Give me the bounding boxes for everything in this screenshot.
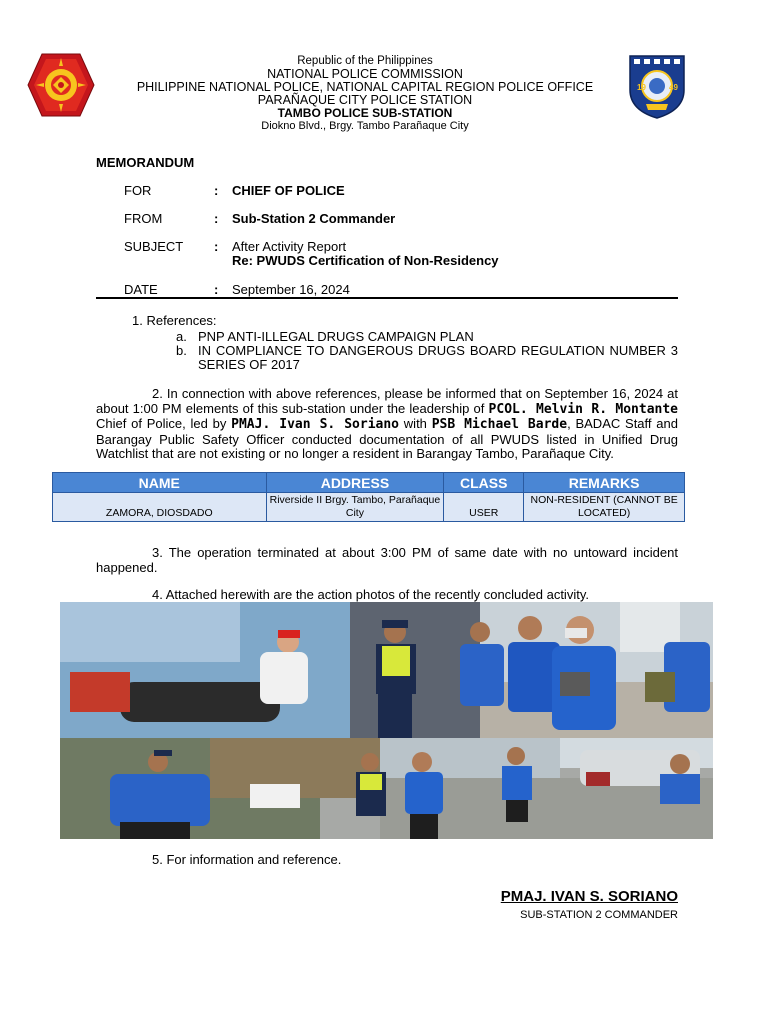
- badge-year-right: 49: [669, 83, 678, 92]
- paragraph-2-text-4: , BADAC Staff and Barangay Public Safety Officer conducted documentation of all PWUDS listed in Unified Drug Watchlist that are not existing or no longer a resident in Barangay Tambo, Parañaque City.: [96, 416, 678, 461]
- signatory-title: SUB-STATION 2 COMMANDER: [520, 909, 678, 921]
- paragraph-2-text-1: 2. In connection with above references, please be informed that on September 16, 2024 at about 1:00 PM elements of this sub-station under the leadership of: [96, 386, 678, 416]
- references-heading: 1. References:: [132, 313, 217, 328]
- action-photo-bottom: [60, 738, 713, 839]
- letterhead-line-5: TAMBO POLICE SUB-STATION: [277, 106, 453, 120]
- memo-divider: [96, 297, 678, 299]
- table-cell-address: Riverside II Brgy. Tambo, Parañaque City: [266, 493, 444, 522]
- letterhead-line-1: Republic of the Philippines: [297, 55, 433, 67]
- memo-from-value: Sub-Station 2 Commander: [232, 211, 396, 226]
- memo-subject-label: SUBJECT: [124, 239, 184, 254]
- pnp-seal-logo: [26, 52, 96, 118]
- table-cell-remarks: NON-RESIDENT (CANNOT BE LOCATED): [524, 493, 685, 522]
- paragraph-5: 5. For information and reference.: [152, 852, 342, 867]
- memo-subject-value: After Activity Report: [232, 239, 347, 254]
- letterhead-line-6: Diokno Blvd., Brgy. Tambo Parañaque City: [261, 120, 469, 132]
- memo-colon: :: [214, 239, 219, 254]
- reference-a-marker: a.: [176, 329, 187, 344]
- letterhead-line-4: PARAÑAQUE CITY POLICE STATION: [257, 93, 473, 107]
- memo-colon: :: [214, 282, 219, 297]
- reference-b-text: IN COMPLIANCE TO DANGEROUS DRUGS BOARD REGULATION NUMBER 3 SERIES OF 2017: [198, 343, 678, 372]
- memo-date-value: September 16, 2024: [232, 282, 350, 297]
- letterhead-line-2: NATIONAL POLICE COMMISSION: [267, 67, 463, 81]
- badge-year-left: 19: [637, 83, 646, 92]
- paragraph-2-text-2: Chief of Police, led by: [96, 416, 232, 431]
- memo-colon: :: [214, 183, 219, 198]
- table-header-class: CLASS: [444, 473, 524, 493]
- reference-a-text: PNP ANTI-ILLEGAL DRUGS CAMPAIGN PLAN: [198, 329, 474, 344]
- pwud-table: [52, 472, 685, 522]
- table-row: [53, 493, 685, 522]
- table-header-name: NAME: [53, 473, 267, 493]
- table-header-address: ADDRESS: [266, 473, 444, 493]
- memo-from-label: FROM: [124, 211, 163, 226]
- action-photo-top: [60, 602, 713, 738]
- paragraph-2: [96, 387, 678, 462]
- paragraph-2-name-2: PMAJ. Ivan S. Soriano: [231, 417, 400, 432]
- table-cell-class: USER: [444, 493, 524, 522]
- reference-b-marker: b.: [176, 343, 187, 358]
- letterhead-line-3: PHILIPPINE NATIONAL POLICE, NATIONAL CAPITAL REGION POLICE OFFICE: [136, 80, 594, 94]
- memo-subject-re: Re: PWUDS Certification of Non-Residency: [232, 253, 499, 268]
- table-header-remarks: REMARKS: [524, 473, 685, 493]
- memo-date-label: DATE: [124, 282, 158, 297]
- memo-for-value: CHIEF OF POLICE: [232, 183, 345, 198]
- memo-title: MEMORANDUM: [96, 155, 195, 170]
- letterhead: [100, 55, 630, 133]
- paragraph-4: 4. Attached herewith are the action photos of the recently concluded activity.: [152, 587, 589, 602]
- table-header-row: [53, 473, 685, 493]
- paragraph-3: 3. The operation terminated at about 3:00 PM of same date with no untoward incident happened.: [96, 545, 678, 575]
- paragraph-2-name-3: PSB Michael Barde: [431, 417, 568, 432]
- memo-colon: :: [214, 211, 219, 226]
- paranaque-police-badge-logo: [624, 50, 690, 120]
- memo-for-label: FOR: [124, 183, 152, 198]
- signatory-name: PMAJ. IVAN S. SORIANO: [500, 888, 678, 905]
- table-cell-name: ZAMORA, DIOSDADO: [53, 493, 267, 522]
- paragraph-2-name-1: PCOL. Melvin R. Montante: [488, 401, 679, 417]
- paragraph-2-text-3: with: [399, 416, 432, 431]
